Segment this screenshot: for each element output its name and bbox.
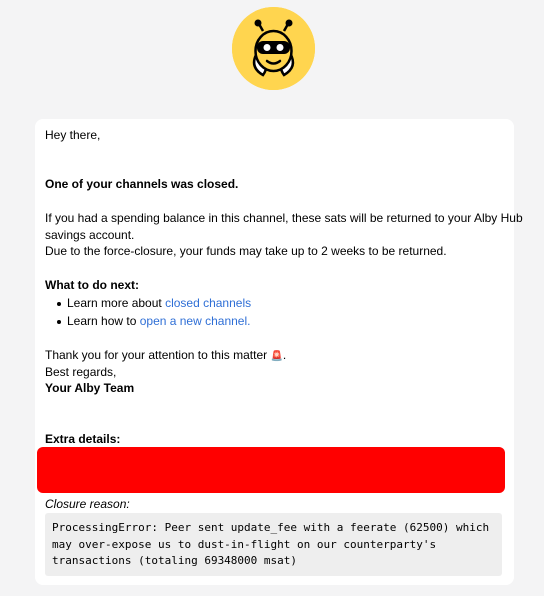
bee-icon — [232, 7, 315, 90]
regards: Best regards, — [45, 365, 117, 379]
list-item — [67, 313, 250, 330]
next-steps-heading: What to do next: — [45, 278, 139, 292]
closure-reason-label: Closure reason: — [45, 497, 130, 511]
body-line-1: If you had a spending balance in this channel, these sats will be returned to your Alby Hub — [45, 211, 523, 225]
list-item-text: Learn how to — [67, 314, 140, 328]
greeting: Hey there, — [45, 128, 101, 142]
email-card — [35, 119, 523, 585]
list-item — [67, 295, 251, 312]
list-item-text: Learn more about — [67, 296, 166, 310]
alby-logo — [232, 7, 315, 90]
siren-icon: 🚨 — [270, 351, 283, 362]
closed-channels-link[interactable]: closed channels — [165, 296, 252, 310]
thanks-line — [45, 347, 286, 365]
thanks-period: . — [282, 348, 287, 362]
body-line-3: Due to the force-closure, your funds may take up to 2 weeks to be returned. — [45, 244, 447, 258]
open-channel-link[interactable]: open a new channel. — [139, 314, 251, 328]
redacted-details — [37, 447, 505, 493]
signature: Your Alby Team — [45, 381, 135, 395]
closure-reason-box — [45, 513, 502, 576]
headline: One of your channels was closed. — [45, 177, 239, 191]
thanks-text: Thank you for your attention to this matter — [45, 348, 268, 362]
body-line-2: savings account. — [45, 228, 135, 242]
closure-reason-code: ProcessingError: Peer sent update_fee with a feerate (62500) which may over-expose us to dust-in-flight on our counterparty's transactions (totaling 69348000 msat) — [52, 521, 490, 567]
extra-details-heading: Extra details: — [45, 432, 121, 446]
